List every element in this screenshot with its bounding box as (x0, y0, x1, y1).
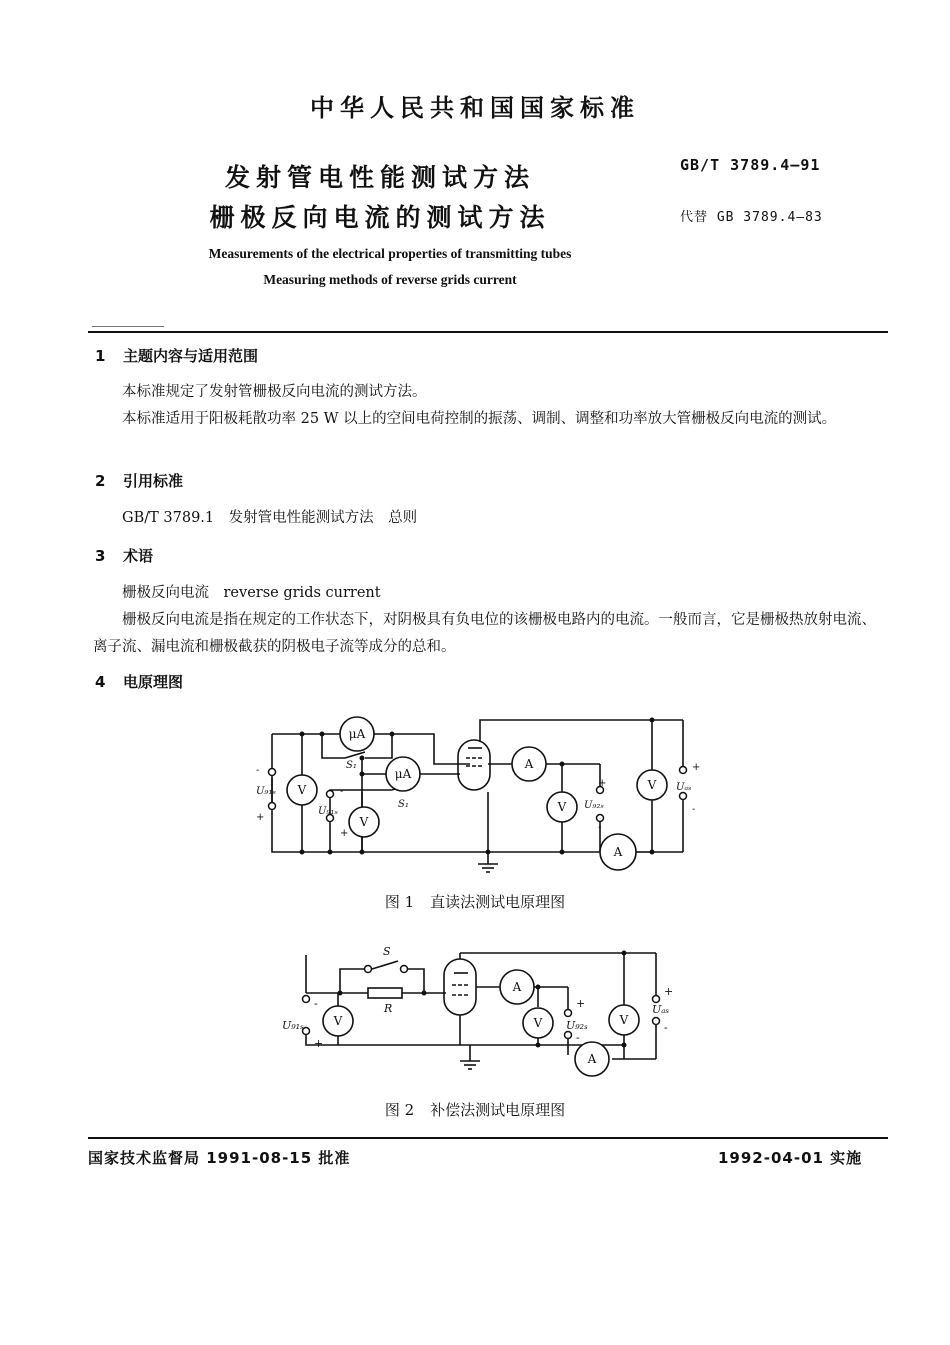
switch-s1b-label: S₁ (398, 799, 409, 810)
voltmeter-2-label: V (533, 1016, 543, 1030)
figure-2-circuit-diagram (0, 935, 950, 1085)
section-title: 主题内容与适用范围 (123, 347, 259, 365)
section-title: 电原理图 (123, 673, 184, 691)
section-3-para-1: 栅极反向电流 reverse grids current (122, 585, 381, 601)
plus-sign: + (314, 1037, 324, 1050)
section-number: 3 (95, 547, 106, 565)
section-2-heading (95, 470, 183, 491)
section-4-heading (95, 671, 183, 692)
uas-label: Uₐₛ (652, 1003, 670, 1016)
figure-1-caption (0, 891, 950, 912)
minus-sign: - (692, 804, 696, 815)
voltmeter-4-label: V (647, 778, 657, 792)
figure-1-circuit-diagram (0, 700, 950, 890)
national-standard-header: 中华人民共和国国家标准 (310, 94, 640, 122)
approval-info: 国家技术监督局 1991-08-15 批准 (88, 1149, 351, 1167)
section-2-para-1: GB/T 3789.1 发射管电性能测试方法 总则 (122, 510, 418, 526)
minus-sign: - (664, 1021, 668, 1034)
figure-1-number: 图 1 (384, 893, 415, 911)
uas-label: Uₐₛ (676, 782, 692, 793)
header-divider (88, 331, 888, 333)
figure-2-caption (0, 1099, 950, 1120)
title-en-line1: Measurements of the electrical properties of transmitting tubes (208, 246, 572, 261)
ug1s-label: U₉₁ₛ (256, 786, 276, 797)
voltmeter-1-label: V (333, 1014, 343, 1028)
ammeter-2-label: A (613, 845, 623, 859)
ammeter-1-label: A (524, 757, 534, 771)
minus-sign: - (340, 786, 344, 797)
title-cn-line2: 栅极反向电流的测试方法 (209, 203, 551, 232)
plus-sign: + (598, 778, 607, 789)
voltmeter-3-label: V (619, 1013, 629, 1027)
minus-sign: - (598, 822, 602, 833)
minus-sign: - (576, 1031, 580, 1044)
plus-sign: + (664, 985, 674, 998)
plus-sign: + (256, 812, 265, 823)
section-number: 2 (95, 472, 106, 490)
ug1s-2-label: U₉₁ₛ (318, 806, 338, 817)
voltmeter-1-label: V (297, 783, 307, 797)
figure-2-number: 图 2 (384, 1101, 415, 1119)
ug2s-label: U₉₂ₛ (566, 1019, 588, 1032)
section-3-para-2: 栅极反向电流是指在规定的工作状态下，对阴极具有负电位的该栅极电路内的电流。一般而言，它是栅极热放射电流、离子流、漏电流和栅极截获的阴极电子流等成分的总和。 (93, 612, 876, 655)
resistor-r-label: R (384, 1002, 393, 1015)
plus-sign: + (576, 997, 586, 1010)
section-1-para-1: 本标准规定了发射管栅极反向电流的测试方法。 (122, 384, 427, 400)
minus-sign: - (256, 765, 260, 776)
switch-s-label: S (383, 945, 391, 958)
standard-number: GB/T 3789.4—91 (680, 156, 821, 174)
plus-sign: + (340, 828, 349, 839)
ug2s-label: U₉₂ₛ (584, 800, 604, 811)
switch-s1-label: S₁ (346, 760, 357, 771)
section-title: 术语 (123, 547, 154, 565)
figure-1-title: 直读法测试电原理图 (430, 893, 566, 911)
title-en-line2: Measuring methods of reverse grids current (263, 272, 517, 287)
section-3-heading (95, 545, 153, 566)
section-number: 1 (95, 347, 106, 365)
microammeter-1-label: μA (348, 727, 366, 741)
section-1-heading (95, 345, 258, 366)
microammeter-2-label: μA (394, 767, 412, 781)
section-1-para-2: 本标准适用于阳极耗散功率 25 W 以上的空间电荷控制的振荡、调制、调整和功率放大管栅极反向电流的测试。 (122, 411, 837, 427)
voltmeter-2-label: V (359, 815, 369, 829)
footer-divider (88, 1137, 888, 1139)
minus-sign: - (314, 997, 318, 1010)
replaces-standard: 代替 GB 3789.4—83 (680, 210, 823, 225)
short-rule (92, 326, 164, 327)
ug1s-label: U₉₁ₛ (282, 1019, 304, 1032)
plus-sign: + (692, 762, 701, 773)
ammeter-2-label: A (587, 1052, 597, 1066)
title-cn-line1: 发射管电性能测试方法 (224, 163, 535, 192)
figure-2-title: 补偿法测试电原理图 (430, 1101, 566, 1119)
section-number: 4 (95, 673, 106, 691)
effective-date: 1992-04-01 实施 (718, 1149, 863, 1167)
voltmeter-3-label: V (557, 800, 567, 814)
ammeter-1-label: A (512, 980, 522, 994)
section-title: 引用标准 (123, 472, 184, 490)
